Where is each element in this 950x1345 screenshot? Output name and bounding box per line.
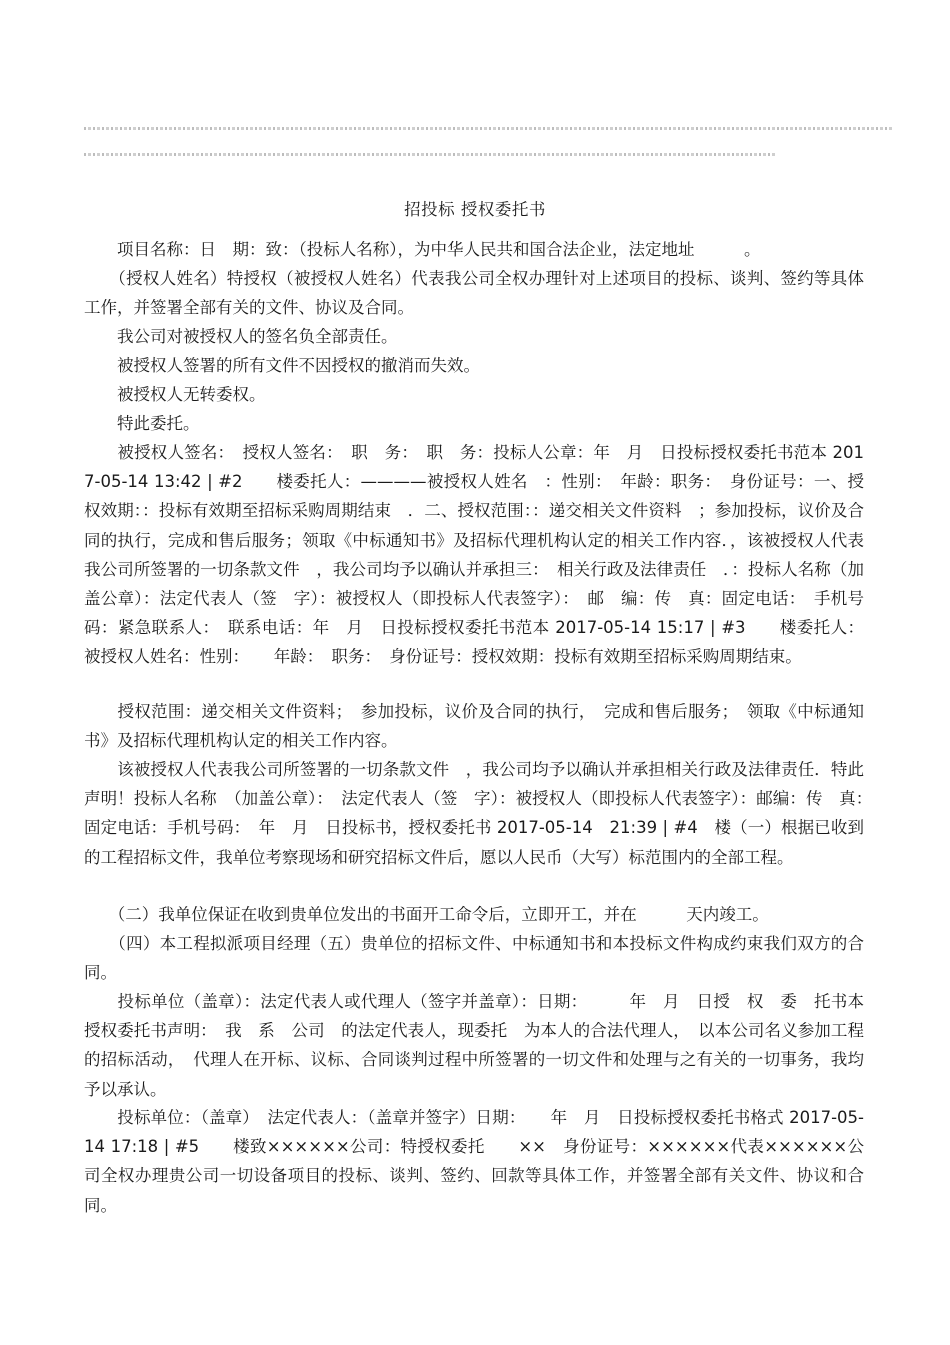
paragraph-hereby: 特此委托。 (84, 414, 200, 433)
paragraph-no-transfer: 被授权人无转委权。 (84, 385, 266, 404)
paragraph-validity: 被授权人签署的所有文件不因授权的撤消而失效。 (84, 356, 480, 375)
paragraph-authorization: （授权人姓名）特授权（被授权人姓名）代表我公司全权办理针对上述项目的投标、谈判、签约等具体工作，并签署全部有关的文件、协议及合同。 (84, 269, 864, 318)
paragraph-project: 项目名称：日 期：致：（投标人名称），为中华人民共和国合法企业，法定地址 。 (84, 240, 761, 259)
scan-artifact-line (84, 127, 894, 130)
paragraph-signatures-templates: 被授权人签名： 授权人签名： 职 务： 职 务：投标人公章：年 月 日投标授权委托书范本 2017-05-14 13:42 | #2 楼委托人：————被授权人姓名 ：性别： 年龄：职务： 身份证号：一、授权效期：：投标有效期至招标采购周期结束 ．二、授权范围：：递交相关文件资料 ；参加投标，议价及合同的执行，完成和售后服务；领取《中标通知书》及招标代理机构认定的相关工作内容．，该被授权人代表我公司所签署的一切条款文件 ，我公司均予以确认并承担三： 相关行政及法律责任 ．：投标人名称（加盖公章）：法定代表人（签 字）：被授权人（即投标人代表签字）： 邮 编：传 真：固定电话： 手机号码：紧急联系人： 联系电话：年 月 日投标授权委托书范本 2017-05-14 15:17 | #3 楼委托人：被授权人姓名：性别： 年龄： 职务： 身份证号：授权效期：投标有效期至招标采购周期结束。 (84, 443, 864, 667)
scan-artifact-line (84, 153, 776, 156)
paragraph-contract: （四）本工程拟派项目经理（五）贵单位的招标文件、中标通知书和本投标文件构成约束我们双方的合同。 (84, 934, 864, 983)
document-title: 招投标 授权委托书 (404, 200, 546, 219)
paragraph-declaration: 该被授权人代表我公司所签署的一切条款文件 ，我公司均予以确认并承担相关行政及法律责任．特此声明！投标人名称 （加盖公章）： 法定代表人（签 字）：被授权人（即投标人代表签字）：邮编：传 真： 固定电话：手机号码： 年 月 日投标书，授权委托书 2017-05-14 21:39 | #4 楼（一）根据已收到的工程招标文件，我单位考察现场和研究招标文件后，愿以人民币（大写）标范围内的全部工程。 (84, 760, 881, 867)
paragraph-format: 投标单位：（盖章） 法定代表人：（盖章并签字）日期： 年 月 日投标授权委托书格式 2017-05-14 17:18 | #5 楼致××××××公司：特授权委托 ×× 身份证号：××××××代表××××××公司全权办理贵公司一切设备项目的投标、谈判、签约、回款等具体工作，并签署全部有关文件、协议和合同。 (84, 1108, 864, 1215)
paragraph-power-of-attorney: 投标单位（盖章）：法定代表人或代理人（签字并盖章）：日期： 年 月 日授 权 委 托书本授权委托书声明： 我 系 公司 的法定代表人，现委托 为本人的合法代理人， 以本公司名义参加工程的招标活动， 代理人在开标、议标、合同谈判过程中所签署的一切文件和处理与之有关的一切事务，我均予以承认。 (84, 992, 864, 1099)
paragraph-scope: 授权范围：递交相关文件资料； 参加投标，议价及合同的执行， 完成和售后服务； 领取《中标通知书》及招标代理机构认定的相关工作内容。 (84, 702, 864, 751)
paragraph-responsibility: 我公司对被授权人的签名负全部责任。 (84, 327, 398, 346)
paragraph-commencement: （二）我单位保证在收到贵单位发出的书面开工命令后，立即开工，并在 天内竣工。 (84, 905, 769, 924)
